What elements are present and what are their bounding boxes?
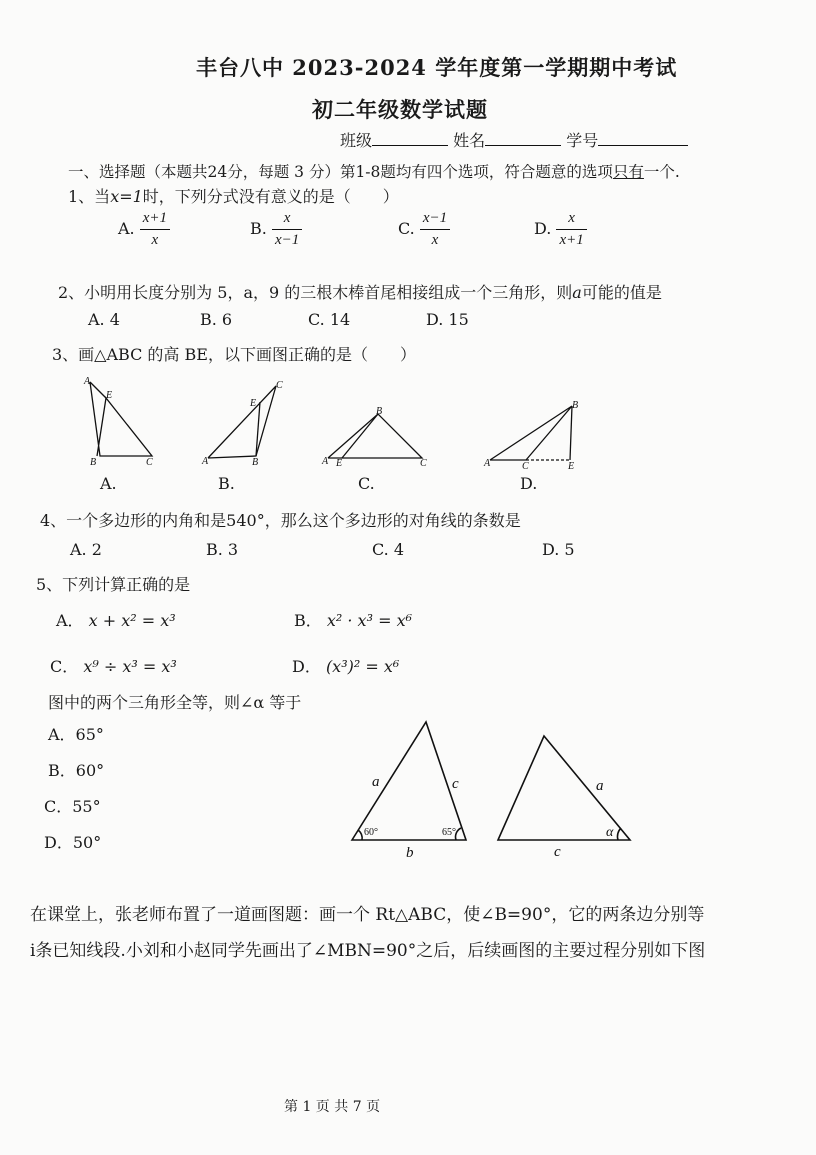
svg-text:E: E — [250, 398, 257, 409]
tri2-angle-alpha: α — [606, 825, 614, 840]
svg-text:C: C — [146, 457, 153, 468]
q2-option-b[interactable]: B. 6 — [200, 310, 233, 329]
section-heading: 一、选择题（本题共24分，每题 3 分）第1-8题均有四个选项，符合题意的选项只有一个. — [68, 163, 680, 181]
svg-text:B: B — [376, 406, 383, 417]
q3-stem: 3、画△ABC 的高 BE，以下画图正确的是（ ） — [52, 345, 416, 364]
q7-line-2: i条已知线段.小刘和小赵同学先画出了∠MBN=90°之后，后续画图的主要过程分别如下图 — [30, 941, 706, 961]
q4-stem: 4、一个多边形的内角和是540°，那么这个多边形的对角线的条数是 — [40, 511, 521, 530]
q5-option-d[interactable]: D． (x³)² = x⁶ — [292, 657, 400, 676]
q1-option-b[interactable]: B. $\frac{x}{x-1}$ — [250, 210, 302, 249]
exam-subtitle: 初二年级数学试题 — [312, 97, 488, 122]
id-label: 学号 — [566, 131, 599, 150]
q1-option-d[interactable]: D. $\frac{x}{x+1}$ — [534, 210, 587, 249]
tri1-angle-60: 60° — [364, 827, 378, 838]
q7-line-1: 在课堂上，张老师布置了一道画图题：画一个 Rt△ABC，使∠B=90°，它的两条边分别等 — [30, 905, 705, 925]
q5-stem: 5、下列计算正确的是 — [36, 575, 191, 594]
svg-text:B: B — [572, 400, 579, 411]
q6-triangle-1 — [352, 722, 466, 840]
svg-text:C: C — [276, 380, 283, 391]
svg-text:C: C — [420, 458, 427, 469]
q3-fig-a — [90, 382, 152, 456]
exam-title: 丰台八中 2023-2024 学年度第一学期期中考试 — [196, 55, 678, 80]
svg-text:E: E — [568, 461, 575, 472]
q2-option-d[interactable]: D. 15 — [426, 310, 469, 329]
name-field[interactable] — [485, 145, 561, 146]
q5-option-a[interactable]: A． x + x² = x³ — [56, 611, 176, 630]
q3-option-d[interactable]: D. — [520, 474, 538, 493]
q6-option-b[interactable]: B．60° — [48, 761, 105, 780]
svg-text:B: B — [252, 457, 259, 468]
id-field[interactable] — [598, 145, 688, 146]
q3-option-c[interactable]: C. — [358, 474, 375, 493]
q3-fig-d — [490, 406, 572, 460]
class-label: 班级 — [340, 131, 373, 150]
q3-figures — [70, 372, 630, 472]
q6-option-a[interactable]: A．65° — [48, 725, 104, 744]
student-info-row — [340, 128, 688, 151]
q6-stem: 图中的两个三角形全等，则∠α 等于 — [48, 693, 302, 712]
svg-text:E: E — [336, 458, 343, 469]
q5-option-c[interactable]: C． x⁹ ÷ x³ = x³ — [50, 657, 177, 676]
svg-text:A: A — [484, 458, 491, 469]
q4-option-c[interactable]: C. 4 — [372, 540, 405, 559]
name-label: 姓名 — [453, 131, 486, 150]
svg-text:A: A — [202, 456, 209, 467]
q5-option-b[interactable]: B． x² · x³ = x⁶ — [294, 611, 413, 630]
tri2-side-a: a — [596, 778, 604, 794]
class-field[interactable] — [372, 145, 448, 146]
q4-option-d[interactable]: D. 5 — [542, 540, 575, 559]
page-footer: 第 1 页 共 7 页 — [284, 1099, 381, 1115]
tri1-side-b: b — [406, 845, 414, 861]
q6-option-d[interactable]: D．50° — [44, 833, 102, 852]
tri1-angle-65: 65° — [442, 827, 456, 838]
q6-figures — [340, 716, 640, 866]
q4-option-b[interactable]: B. 3 — [206, 540, 239, 559]
q2-option-a[interactable]: A. 4 — [88, 310, 120, 329]
q3-fig-b — [208, 386, 276, 458]
q1-stem: 1、当x=1时，下列分式没有意义的是（ ） — [68, 187, 399, 206]
q6-option-c[interactable]: C．55° — [44, 797, 101, 816]
q2-stem: 2、小明用长度分别为 5，a，9 的三根木棒首尾相接组成一个三角形，则a可能的值是 — [58, 283, 662, 302]
svg-text:C: C — [522, 461, 529, 472]
q3-option-b[interactable]: B. — [218, 474, 235, 493]
q2-option-c[interactable]: C. 14 — [308, 310, 351, 329]
svg-text:E: E — [106, 390, 113, 401]
tri1-side-a: a — [372, 774, 380, 790]
tri2-side-c: c — [554, 844, 561, 860]
q4-option-a[interactable]: A. 2 — [70, 540, 102, 559]
svg-text:A: A — [322, 456, 329, 467]
tri1-side-c: c — [452, 776, 459, 792]
svg-text:A: A — [84, 376, 91, 387]
svg-text:B: B — [90, 457, 97, 468]
q3-option-a[interactable]: A. — [100, 474, 117, 493]
q1-option-c[interactable]: C. $\frac{x-1}{x}$ — [398, 210, 450, 249]
q1-option-a[interactable]: A. $\frac{x+1}{x}$ — [118, 210, 170, 249]
q3-fig-c — [328, 414, 422, 458]
